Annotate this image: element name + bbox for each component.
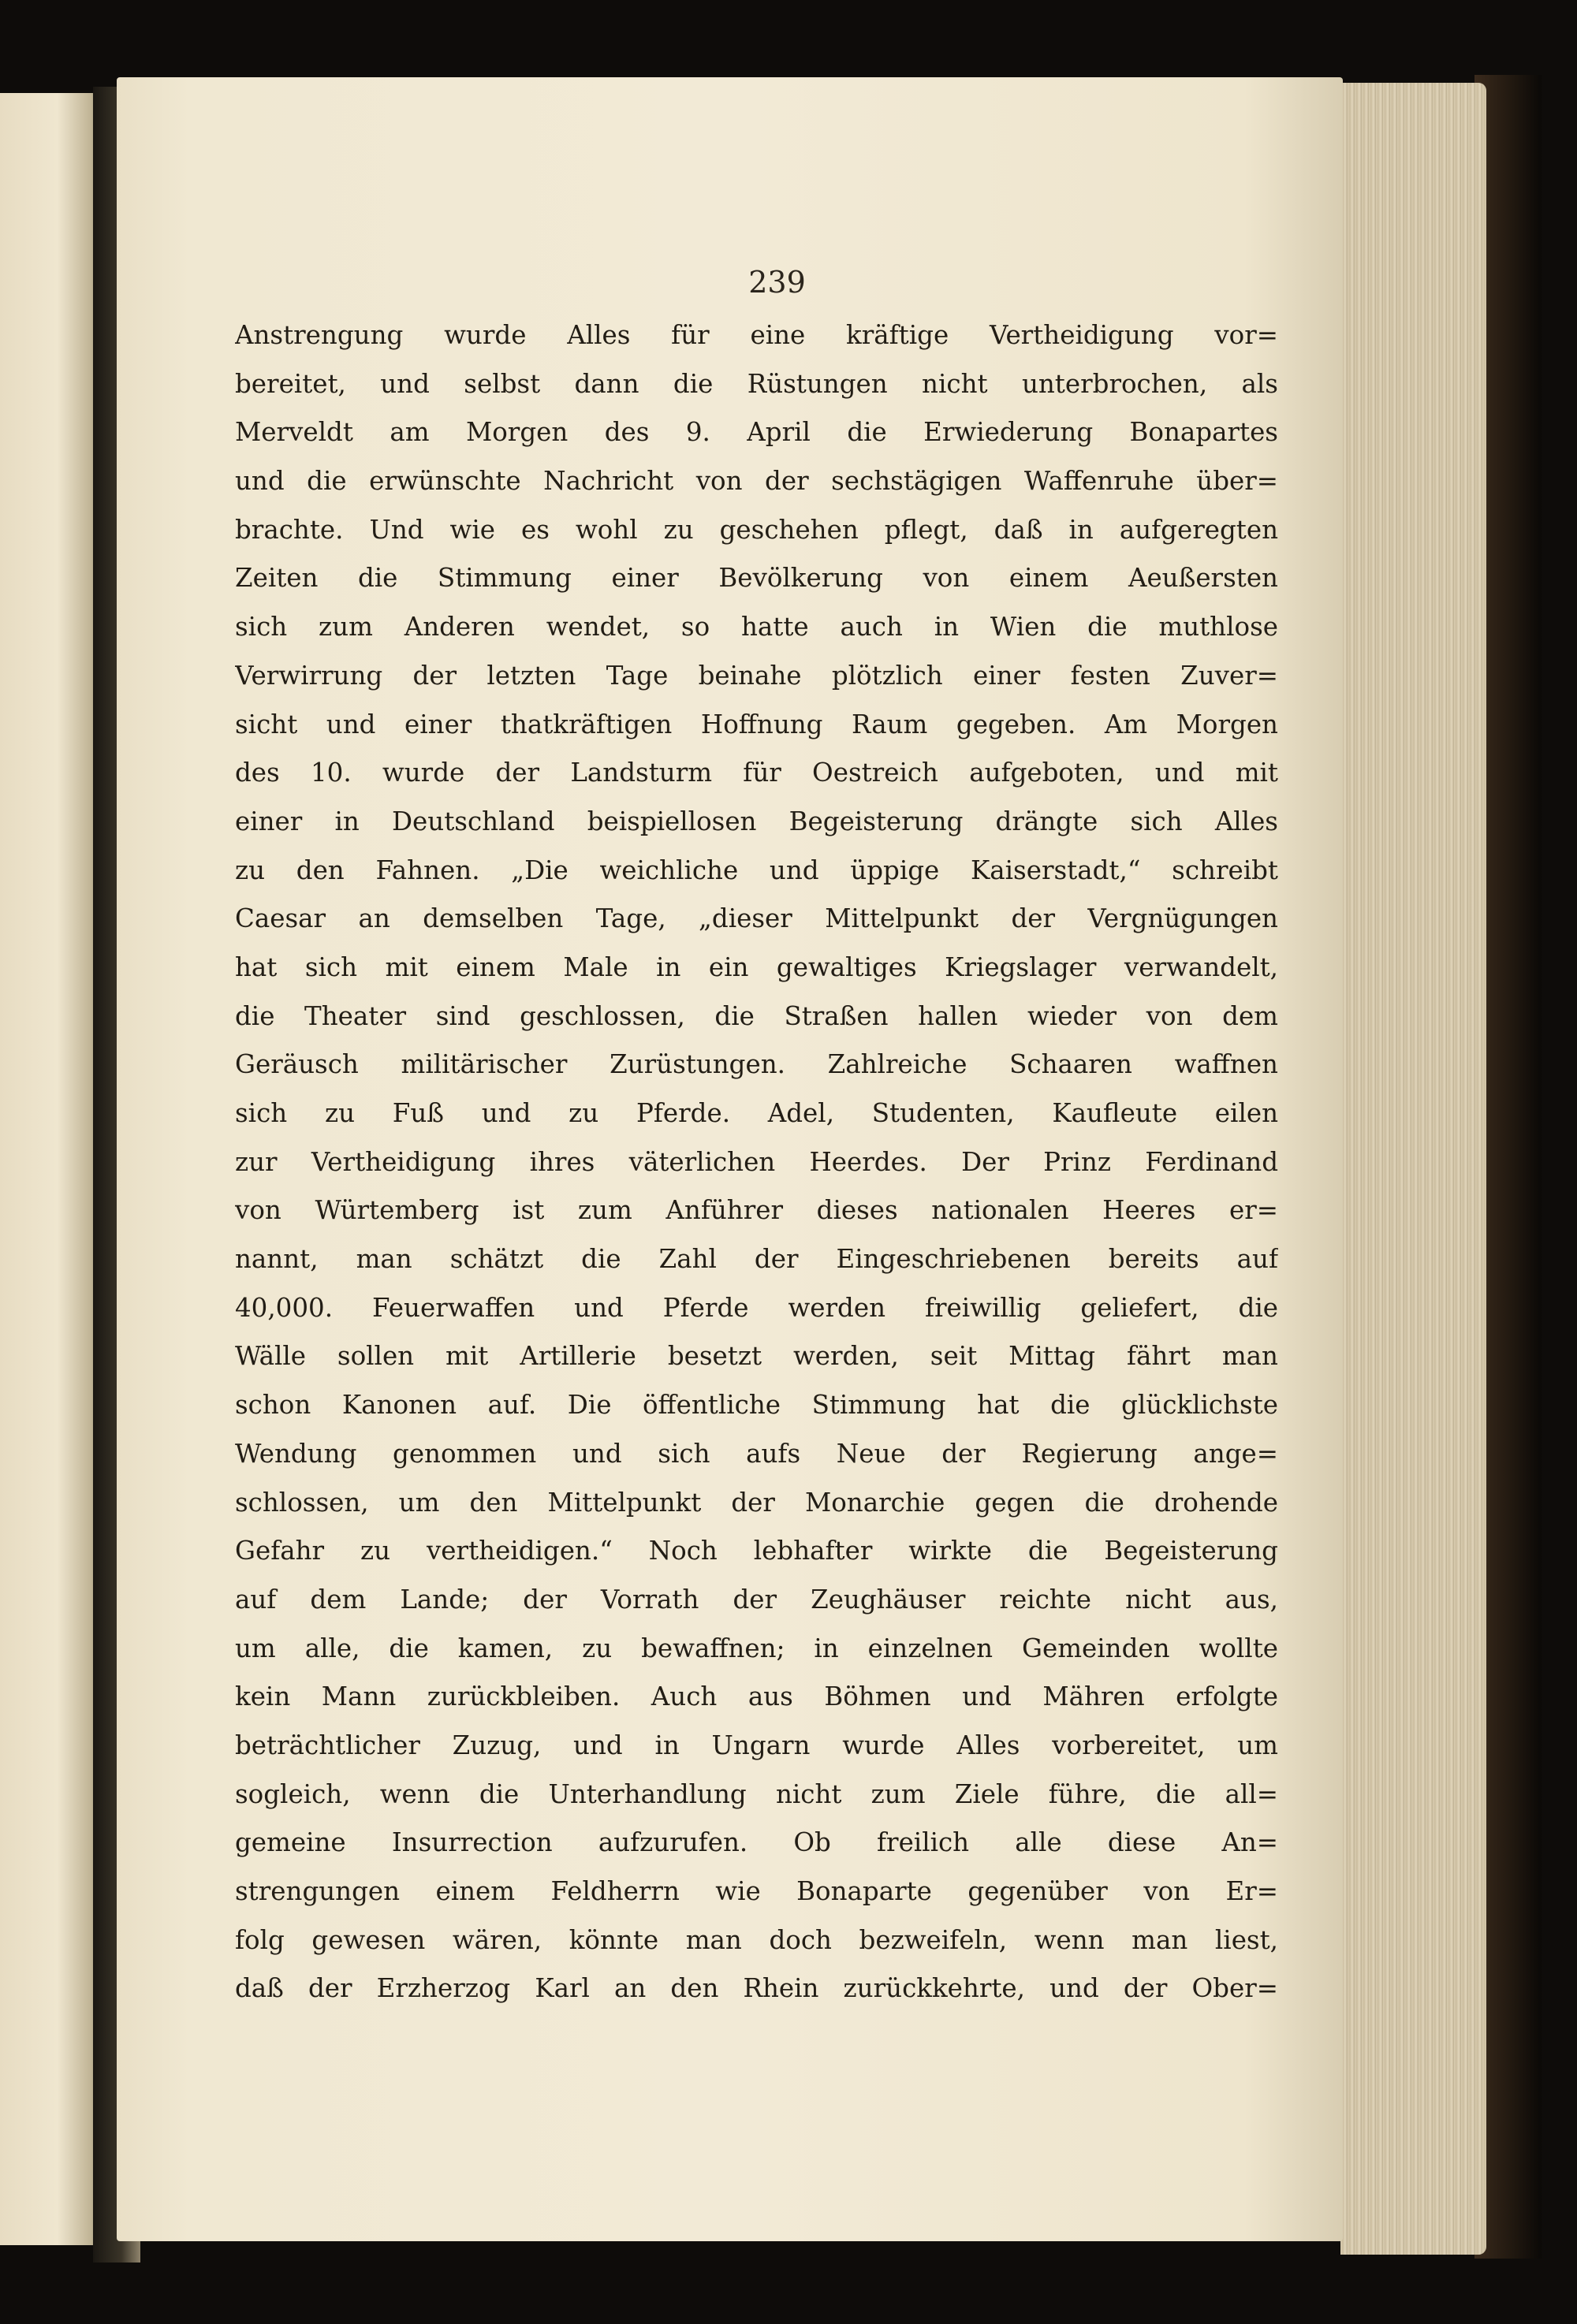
text-line: sich zu Fuß und zu Pferde. Adel, Studenten, Kaufleute eilen (235, 1098, 1278, 1128)
page-number: 239 (748, 265, 806, 300)
text-line: sich zum Anderen wendet, so hatte auch in Wien die muthlose (235, 612, 1278, 642)
text-line: um alle, die kamen, zu bewaffnen; in einzelnen Gemeinden wollte (235, 1633, 1278, 1663)
text-line: gemeine Insurrection aufzurufen. Ob freilich alle diese An= (235, 1827, 1278, 1858)
text-line: schlossen, um den Mittelpunkt der Monarchie gegen die drohende (235, 1487, 1278, 1518)
text-line: Gefahr zu vertheidigen.“ Noch lebhafter wirkte die Begeisterung (235, 1536, 1278, 1566)
text-line: zu den Fahnen. „Die weichliche und üppige Kaiserstadt,“ schreibt (235, 855, 1278, 885)
text-line: sicht und einer thatkräftigen Hoffnung Raum gegeben. Am Morgen (235, 709, 1278, 739)
text-line: nannt, man schätzt die Zahl der Eingeschriebenen bereits auf (235, 1244, 1278, 1275)
text-line: Zeiten die Stimmung einer Bevölkerung von einem Aeußersten (235, 563, 1278, 594)
text-line: Wendung genommen und sich aufs Neue der Regierung ange= (235, 1438, 1278, 1469)
text-line: Verwirrung der letzten Tage beinahe plötzlich einer festen Zuver= (235, 660, 1278, 691)
text-line: strengungen einem Feldherrn wie Bonaparte gegenüber von Er= (235, 1876, 1278, 1906)
text-line: Geräusch militärischer Zurüstungen. Zahlreiche Schaaren waffnen (235, 1049, 1278, 1080)
text-line: einer in Deutschland beispiellosen Begeisterung drängte sich Alles (235, 806, 1278, 836)
text-line: brachte. Und wie es wohl zu geschehen pflegt, daß in aufgeregten (235, 514, 1278, 545)
text-line: daß der Erzherzog Karl an den Rhein zurückkehrte, und der Ober= (235, 1973, 1278, 2004)
facing-page-edge (0, 93, 104, 2245)
text-line: des 10. wurde der Landsturm für Oestreich aufgeboten, und mit (235, 758, 1278, 788)
text-line: auf dem Lande; der Vorrath der Zeughäuser reichte nicht aus, (235, 1584, 1278, 1615)
text-line: Merveldt am Morgen des 9. April die Erwiederung Bonapartes (235, 417, 1278, 448)
text-line: 40,000. Feuerwaffen und Pferde werden freiwillig geliefert, die (235, 1292, 1278, 1323)
text-line: Anstrengung wurde Alles für eine kräftige Vertheidigung vor= (235, 320, 1278, 350)
text-line: kein Mann zurückbleiben. Auch aus Böhmen und Mähren erfolgte (235, 1682, 1278, 1712)
text-line: Wälle sollen mit Artillerie besetzt werden, seit Mittag fährt man (235, 1341, 1278, 1372)
text-line: sogleich, wenn die Unterhandlung nicht zum Ziele führe, die all= (235, 1778, 1278, 1809)
text-line: zur Vertheidigung ihres väterlichen Heerdes. Der Prinz Ferdinand (235, 1146, 1278, 1177)
text-line: folg gewesen wären, könnte man doch bezweifeln, wenn man liest, (235, 1924, 1278, 1955)
text-line: und die erwünschte Nachricht von der sechstägigen Waffenruhe über= (235, 466, 1278, 497)
text-line: hat sich mit einem Male in ein gewaltiges Kriegslager verwandelt, (235, 952, 1278, 982)
text-line: Caesar an demselben Tage, „dieser Mittelpunkt der Vergnügungen (235, 903, 1278, 934)
text-line: beträchtlicher Zuzug, und in Ungarn wurde Alles vorbereitet, um (235, 1730, 1278, 1760)
text-line: von Würtemberg ist zum Anführer dieses nationalen Heeres er= (235, 1195, 1278, 1226)
text-line: schon Kanonen auf. Die öffentliche Stimmung hat die glücklichste (235, 1390, 1278, 1421)
page-block-edges (1340, 83, 1486, 2255)
text-line: die Theater sind geschlossen, die Straßen hallen wieder von dem (235, 1000, 1278, 1031)
book-page (117, 77, 1343, 2241)
text-line: bereitet, und selbst dann die Rüstungen nicht unterbrochen, als (235, 368, 1278, 399)
body-text (235, 311, 1278, 2013)
